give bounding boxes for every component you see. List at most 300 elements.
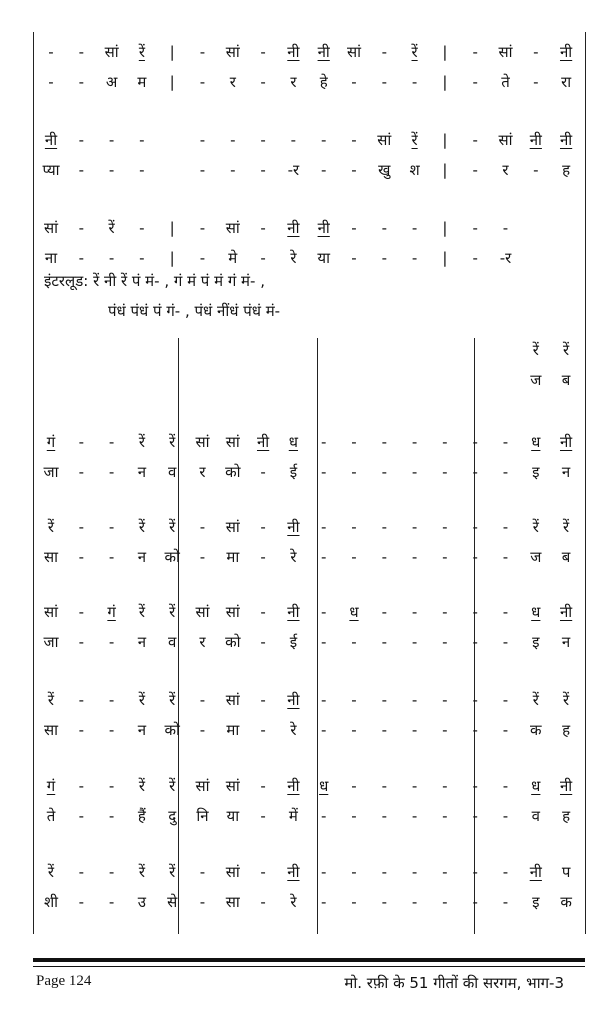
note-cell: नी <box>529 863 542 881</box>
note-cell: - <box>78 518 84 536</box>
note-cell: - <box>411 633 418 651</box>
swar-row <box>0 515 600 539</box>
note-cell: - <box>381 463 387 481</box>
note-cell: रें <box>138 603 145 621</box>
note-cell: - <box>260 691 266 709</box>
note-cell: - <box>199 518 206 536</box>
note-cell: व <box>168 463 177 481</box>
note-cell: - <box>442 863 448 881</box>
note-cell: ध <box>531 433 541 451</box>
note-cell: रें <box>138 691 145 709</box>
note-cell: रे <box>290 893 297 911</box>
note-cell: सां <box>498 43 513 61</box>
note-cell: गं <box>46 777 56 795</box>
note-cell: - <box>260 548 266 566</box>
note-cell: सां <box>377 131 392 149</box>
note-cell: - <box>381 893 387 911</box>
note-cell: सां <box>225 777 240 795</box>
note-cell: - <box>351 863 357 881</box>
note-cell: सा <box>43 548 59 566</box>
note-cell: - <box>472 807 478 825</box>
note-cell: - <box>381 43 387 61</box>
note-cell: ध <box>349 603 359 621</box>
lyrics-row <box>0 70 600 94</box>
note-cell: - <box>351 691 357 709</box>
note-cell: - <box>78 721 84 739</box>
swar-row <box>0 128 600 152</box>
note-cell: - <box>502 433 509 451</box>
note-cell: - <box>411 807 418 825</box>
note-cell: सां <box>225 518 240 536</box>
note-cell: सा <box>43 721 59 739</box>
note-cell: रा <box>561 73 572 91</box>
note-cell: - <box>411 863 418 881</box>
note-cell: ह <box>562 807 571 825</box>
note-cell: में <box>288 807 298 825</box>
note-cell: - <box>502 219 509 237</box>
note-cell: - <box>502 518 509 536</box>
note-cell: - <box>351 518 357 536</box>
note-cell: अ <box>105 73 118 91</box>
note-cell: - <box>320 807 327 825</box>
note-cell: रें <box>169 863 176 881</box>
note-cell: - <box>260 863 266 881</box>
note-cell: - <box>351 73 357 91</box>
note-cell: रें <box>563 691 570 709</box>
note-cell: - <box>411 721 418 739</box>
page-number: Page 124 <box>36 973 92 989</box>
note-cell: - <box>199 548 206 566</box>
note-cell: - <box>78 691 84 709</box>
note-cell: न <box>137 463 147 481</box>
note-cell: म <box>137 73 147 91</box>
note-cell: को <box>225 633 241 651</box>
note-cell: - <box>442 603 448 621</box>
footer-rule-thin <box>33 966 585 967</box>
note-cell: - <box>502 633 509 651</box>
note-cell: - <box>533 73 539 91</box>
note-cell: - <box>108 721 115 739</box>
book-title: मो. रफ़ी के 51 गीतों की सरगम, भाग-3 <box>344 974 564 992</box>
note-cell: - <box>381 691 387 709</box>
note-cell: - <box>260 807 266 825</box>
swar-row <box>0 40 600 64</box>
note-cell: - <box>48 43 54 61</box>
note-cell: - <box>381 433 387 451</box>
note-cell: - <box>320 603 327 621</box>
note-cell: - <box>411 249 418 267</box>
note-cell: रे <box>290 548 297 566</box>
note-cell: से <box>167 893 178 911</box>
note-cell: न <box>561 633 571 651</box>
swar-row <box>0 600 600 624</box>
note-cell: ते <box>46 807 56 825</box>
note-cell: व <box>168 633 177 651</box>
note-cell: प <box>561 863 571 881</box>
note-cell: नी <box>287 43 300 61</box>
note-cell: हैं <box>137 807 146 825</box>
note-cell: रें <box>47 518 55 536</box>
note-cell: - <box>108 807 115 825</box>
note-cell: र <box>290 73 297 91</box>
note-cell: -र <box>499 249 512 267</box>
note-cell: को <box>164 721 180 739</box>
note-cell: सां <box>43 603 59 621</box>
note-cell: मा <box>226 721 240 739</box>
note-cell: - <box>411 73 418 91</box>
swar-row <box>0 688 600 712</box>
note-cell: - <box>381 73 387 91</box>
note-cell: इ <box>532 463 540 481</box>
lyrics-row <box>0 460 600 484</box>
note-cell: ई <box>289 463 298 481</box>
note-cell: - <box>472 893 478 911</box>
note-cell: या <box>317 249 330 267</box>
note-cell: - <box>108 433 115 451</box>
note-cell: - <box>472 73 478 91</box>
note-cell: र <box>199 633 206 651</box>
note-cell: सां <box>225 219 240 237</box>
note-cell: रें <box>169 518 176 536</box>
note-cell: रें <box>169 777 176 795</box>
bar-separator: | <box>442 249 448 267</box>
bar-separator: | <box>169 73 175 91</box>
note-cell: - <box>78 548 84 566</box>
note-cell: - <box>139 249 145 267</box>
bar-separator: | <box>442 43 448 61</box>
note-cell: - <box>381 777 387 795</box>
note-cell: ना <box>44 249 58 267</box>
note-cell: रे <box>290 249 297 267</box>
note-cell: - <box>502 463 509 481</box>
note-cell: - <box>351 721 357 739</box>
note-cell: रें <box>563 341 570 359</box>
note-cell: - <box>351 131 357 149</box>
note-cell: - <box>351 161 357 179</box>
note-cell: - <box>381 219 387 237</box>
note-cell: या <box>226 807 240 825</box>
note-cell: - <box>199 893 206 911</box>
note-cell: - <box>230 131 236 149</box>
note-cell: - <box>381 518 387 536</box>
note-cell: - <box>260 249 266 267</box>
note-cell: - <box>502 721 509 739</box>
note-cell: - <box>78 131 84 149</box>
note-cell: - <box>411 433 418 451</box>
note-cell: - <box>199 131 206 149</box>
note-cell: - <box>502 893 509 911</box>
note-cell: सां <box>498 131 513 149</box>
footer-rule-thick <box>33 958 585 962</box>
note-cell: - <box>351 777 357 795</box>
note-cell: - <box>351 249 357 267</box>
note-cell: - <box>442 433 448 451</box>
note-cell: रें <box>532 341 539 359</box>
note-cell: नि <box>196 807 209 825</box>
note-cell: रें <box>138 433 145 451</box>
note-cell: - <box>78 463 84 481</box>
note-cell: सां <box>225 603 240 621</box>
note-cell: सां <box>346 43 362 61</box>
note-cell: - <box>320 633 327 651</box>
note-cell: - <box>260 73 266 91</box>
note-cell: - <box>472 433 478 451</box>
note-cell: - <box>260 893 266 911</box>
note-cell: - <box>472 721 478 739</box>
note-cell: रें <box>169 691 176 709</box>
note-cell: - <box>260 219 266 237</box>
note-cell: ध <box>288 433 298 451</box>
note-cell: - <box>502 691 509 709</box>
swar-row <box>0 860 600 884</box>
note-cell: - <box>199 249 206 267</box>
note-cell: नी <box>256 433 270 451</box>
note-cell: -र <box>287 161 300 179</box>
note-cell: - <box>78 43 84 61</box>
note-cell: ह <box>562 161 571 179</box>
note-cell: खु <box>378 161 391 179</box>
note-cell: - <box>381 633 387 651</box>
note-cell: - <box>78 219 84 237</box>
note-cell: - <box>442 463 448 481</box>
note-cell: सां <box>43 219 59 237</box>
interlude-line-1 <box>44 270 265 292</box>
swar-row <box>0 430 600 454</box>
note-cell: - <box>502 807 509 825</box>
lyrics-row <box>0 804 600 828</box>
note-cell: - <box>320 893 327 911</box>
note-cell: - <box>472 161 478 179</box>
note-cell: ज <box>530 371 542 389</box>
lyrics-row <box>0 545 600 569</box>
note-cell: नी <box>44 131 58 149</box>
note-cell: - <box>108 518 115 536</box>
note-cell: सां <box>225 691 240 709</box>
note-cell: - <box>108 691 115 709</box>
note-cell: - <box>472 219 478 237</box>
note-cell: ह <box>562 721 571 739</box>
note-cell: - <box>78 73 84 91</box>
note-cell: - <box>260 161 266 179</box>
note-cell: - <box>290 131 297 149</box>
note-cell: - <box>199 219 206 237</box>
note-cell: - <box>108 249 115 267</box>
note-cell: रें <box>411 131 418 149</box>
note-cell: - <box>472 518 478 536</box>
note-cell: मे <box>228 249 238 267</box>
note-cell: - <box>381 721 387 739</box>
note-cell: - <box>108 131 115 149</box>
swar-row <box>0 774 600 798</box>
note-cell: - <box>411 219 418 237</box>
note-cell: - <box>442 777 448 795</box>
note-cell: - <box>442 633 448 651</box>
interlude-line-2 <box>108 300 280 322</box>
note-cell: - <box>320 131 327 149</box>
note-cell: सां <box>225 43 240 61</box>
note-cell: सां <box>195 603 210 621</box>
note-cell: र <box>502 161 509 179</box>
note-cell: रें <box>138 518 145 536</box>
note-cell: - <box>381 807 387 825</box>
note-cell: - <box>442 691 448 709</box>
lyrics-row <box>0 246 600 270</box>
note-cell: - <box>351 893 357 911</box>
note-cell: रें <box>169 433 176 451</box>
note-cell: - <box>381 548 387 566</box>
note-cell: - <box>320 691 327 709</box>
note-cell: नी <box>559 603 573 621</box>
note-cell: उ <box>137 893 146 911</box>
note-cell: - <box>320 161 327 179</box>
note-cell: को <box>225 463 241 481</box>
note-cell: मा <box>226 548 240 566</box>
note-cell: - <box>351 433 357 451</box>
pickup-lyrics-row <box>0 368 600 392</box>
note-cell: - <box>320 463 327 481</box>
interlude-label: इंटरलूड: <box>44 272 89 290</box>
note-cell: - <box>351 219 357 237</box>
note-cell: ते <box>501 73 510 91</box>
note-cell: - <box>108 863 115 881</box>
note-cell: - <box>139 131 145 149</box>
note-cell: नी <box>559 131 573 149</box>
note-cell: गं <box>107 603 116 621</box>
note-cell: - <box>411 603 418 621</box>
note-cell: - <box>78 161 84 179</box>
note-cell: - <box>260 43 266 61</box>
note-cell: नी <box>287 603 300 621</box>
note-cell: रें <box>138 863 145 881</box>
note-cell: - <box>78 603 84 621</box>
note-cell: - <box>260 131 266 149</box>
note-cell: - <box>533 43 539 61</box>
note-cell: - <box>260 463 266 481</box>
note-cell: - <box>108 777 115 795</box>
note-cell: - <box>472 548 478 566</box>
note-cell: नी <box>317 43 330 61</box>
note-cell: - <box>78 249 84 267</box>
note-cell: सां <box>225 863 240 881</box>
note-cell: रें <box>411 43 418 61</box>
note-cell: - <box>442 721 448 739</box>
note-cell: - <box>78 633 84 651</box>
note-cell: - <box>260 633 266 651</box>
note-cell: - <box>139 161 145 179</box>
bar-separator: | <box>169 43 175 61</box>
note-cell: न <box>137 548 147 566</box>
note-cell: - <box>472 691 478 709</box>
note-cell: - <box>108 548 115 566</box>
note-cell: - <box>48 73 54 91</box>
note-cell: - <box>199 721 206 739</box>
note-cell: - <box>472 463 478 481</box>
note-cell: - <box>411 893 418 911</box>
note-cell: - <box>320 721 327 739</box>
note-cell: श <box>409 161 420 179</box>
note-cell: रें <box>138 43 145 61</box>
note-cell: - <box>442 548 448 566</box>
note-cell: - <box>78 433 84 451</box>
note-cell: - <box>108 633 115 651</box>
note-cell: र <box>199 463 206 481</box>
note-cell: - <box>472 777 478 795</box>
note-cell: नी <box>287 777 300 795</box>
note-cell: सां <box>104 43 119 61</box>
note-cell: रे <box>290 721 297 739</box>
note-cell: - <box>472 43 478 61</box>
note-cell: - <box>411 463 418 481</box>
lyrics-row <box>0 630 600 654</box>
note-cell: - <box>502 603 509 621</box>
bar-separator: | <box>442 131 448 149</box>
note-cell: नी <box>287 219 300 237</box>
note-cell: - <box>78 807 84 825</box>
note-cell: - <box>472 603 478 621</box>
note-cell: - <box>472 131 478 149</box>
note-cell: - <box>199 73 206 91</box>
lyrics-row <box>0 890 600 914</box>
note-cell: रें <box>47 863 55 881</box>
note-cell: - <box>320 863 327 881</box>
note-cell: - <box>199 43 206 61</box>
note-cell: - <box>108 161 115 179</box>
note-cell: - <box>381 863 387 881</box>
note-cell: - <box>502 863 509 881</box>
note-cell: - <box>260 721 266 739</box>
note-cell: - <box>260 518 266 536</box>
note-cell: - <box>78 863 84 881</box>
note-cell: रें <box>47 691 55 709</box>
bar-separator: | <box>169 219 175 237</box>
note-cell: व <box>531 807 540 825</box>
note-cell: रें <box>532 691 539 709</box>
note-cell: - <box>472 249 478 267</box>
note-cell: सां <box>195 433 210 451</box>
note-cell: इ <box>532 893 540 911</box>
note-cell: - <box>78 893 84 911</box>
lyrics-row <box>0 158 600 182</box>
note-cell: नी <box>287 863 300 881</box>
note-cell: न <box>137 721 147 739</box>
note-cell: सा <box>225 893 240 911</box>
note-cell: - <box>199 691 206 709</box>
note-cell: - <box>381 603 387 621</box>
note-cell: र <box>229 73 236 91</box>
note-cell: सां <box>195 777 210 795</box>
note-cell: - <box>320 548 327 566</box>
note-cell: - <box>381 249 387 267</box>
note-cell: - <box>320 433 327 451</box>
note-cell: नी <box>559 433 573 451</box>
note-cell: - <box>502 777 509 795</box>
bar-separator: | <box>169 249 175 267</box>
note-cell: - <box>411 691 418 709</box>
note-cell: - <box>351 463 357 481</box>
note-cell: - <box>411 548 418 566</box>
note-cell: - <box>472 863 478 881</box>
bar-separator: | <box>442 161 448 179</box>
pickup-swar-row <box>0 338 600 362</box>
lyrics-row <box>0 718 600 742</box>
note-cell: - <box>442 893 448 911</box>
note-cell: - <box>472 633 478 651</box>
note-cell: इ <box>532 633 540 651</box>
note-cell: न <box>137 633 147 651</box>
note-cell: रें <box>169 603 176 621</box>
note-cell: - <box>533 161 539 179</box>
note-cell: रें <box>563 518 570 536</box>
